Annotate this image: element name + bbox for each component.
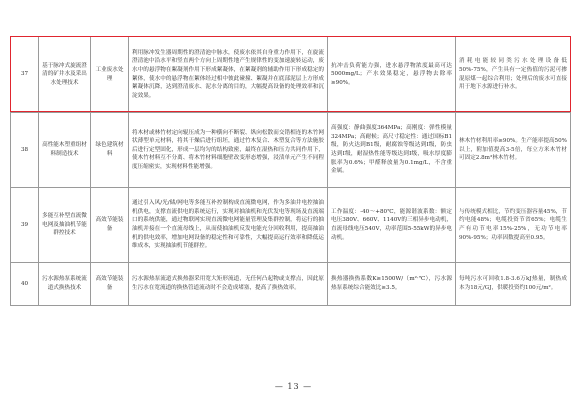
table-row — [11, 113, 571, 188]
page-number: — 13 — — [274, 382, 313, 391]
energy-benefits: 与传统模式相比，节约变压器容量45%，节约电能48%；电缆投资节省65%；电缆生产有功节电率15%-25%，无功节电率90%-95%；功率因数提高至0.95。 — [456, 188, 571, 263]
row-number: 40 — [11, 263, 39, 306]
technology-description: 利用脉冲发生器周期性的澄清池中脉水，使废水依其自身重力作用下，在旋流澄清池中沿水平和竖直两个方向上周期性地产生规律性的变加速旋转运动，废水中的悬浮物在絮凝剂作用下形成絮凝体，在絮凝剂的辅助作用下形成稳定的絮体，使水中的悬浮物在絮体经过相中彼此碰撞、絮凝并在底部泥层上方形成絮凝体沉降，达到澄清废水、泥水分离的目的，大幅提高设备的处理效率和沉淀效果。 — [129, 37, 328, 113]
key-indicators: 工作温度：-40～+80℃，能源谐波系数：额定电压380V、660V、1140V的三相异步电动机，直流母线电压540V，功率范围5-55kW的异步电动机。 — [328, 188, 456, 263]
technology-name: 基于脉冲式旋流澄清的矿井水及采出水处理技术 — [39, 37, 91, 113]
energy-benefits: 林木竹材利用率≥90%。生产能率提高50%以上，附加值提高3-5倍，每立方米木竹材可固定2.8m³林木竹材。 — [456, 113, 571, 188]
technology-description: 将木材或林竹材定向辊压成为一种横向不断裂、纵向松散而交错相连的木竹网状薄型单元材料，将其干燥后进行组坯，通过竹木复合、木塑复合等方法施胶后进行定型固化，形成一层均匀的结构致密，最终在湿热和压力共同作用下，使木竹材料互不分离、将木竹材料细胞壁改变形态增强，浸渍单元产生不同程度压缩密实，实现材料性能增强。 — [129, 113, 328, 188]
application-field: 高效节能装备 — [91, 188, 129, 263]
key-indicators: 高强度：静曲强度364MPa；高刚度：弹性模量324MPa；高耐候；高尺寸稳定性：通过国标B1级，防火达到B1级，耐腐蚀等级达到Ⅰ级，防虫达到Ⅰ级，耐湿热性能等级达到Ⅰ级，吸水厚度膨胀率为0.6%；甲醛释放量为0.1mg/L，不含重金属。 — [328, 113, 456, 188]
table-row — [11, 263, 571, 306]
energy-benefits: 消耗电能较同类污水处理设备低50%-75%，产生具有一定热值的污泥可掺混原煤一起综合利用；处理后的废水可直接用于地下水源进行补水。 — [456, 37, 571, 113]
technology-name: 污水源热泵系统流道式换热技术 — [39, 263, 91, 306]
table-row — [11, 37, 571, 113]
application-field: 绿色建筑材料 — [91, 113, 129, 188]
key-indicators: 抗冲击负荷能力强，进水悬浮物浓度最高可达5000mg/L；产水效果稳定，悬浮物去除率≥90%。 — [328, 37, 456, 113]
table-row — [11, 188, 571, 263]
row-number: 39 — [11, 188, 39, 263]
technology-description: 通过引入风/光/储/网电等多能互补控制构成直流微电网，作为多油井电控抽油机供电，支撑直流供电的系统运行，实现对抽油机和光伏发电等现场及直流端口的系统供能，通过物联网实现直流微电网能量管理及集群控制，将运行的抽油机并接在一个直流母线上，从而使抽油机反发电能充分回收利用，提高抽油机的供电效率，增加电网设备的稳定性和可靠性，大幅提高运行效率和降低运维成本，实现抽油机节能群控。 — [129, 188, 328, 263]
energy-benefits: 每吨污水可回收1.8-3.6万kJ热量，制热成本为18元/GJ，供暖投资约100元/m²。 — [456, 263, 571, 306]
application-field: 高效节能装备 — [91, 263, 129, 306]
technology-table — [10, 36, 571, 306]
technology-name: 多能互补型直流微电网及抽油机节能群控技术 — [39, 188, 91, 263]
technology-description: 污水源热泵流道式换热器采用宽大矩形流道，无任何凸起物或支撑点，因此原生污水在宽流道的换热管道流动时不会造成堵塞，提高了换热效率。 — [129, 263, 328, 306]
technology-name: 高性能木塑重组材料制造技术 — [39, 113, 91, 188]
row-number: 38 — [11, 113, 39, 188]
row-number: 37 — [11, 37, 39, 113]
application-field: 工业废水处理 — [91, 37, 129, 113]
key-indicators: 换热器换热系数K≥1500W/（m²·℃），污水源热泵系统综合能效比≥3.5。 — [328, 263, 456, 306]
